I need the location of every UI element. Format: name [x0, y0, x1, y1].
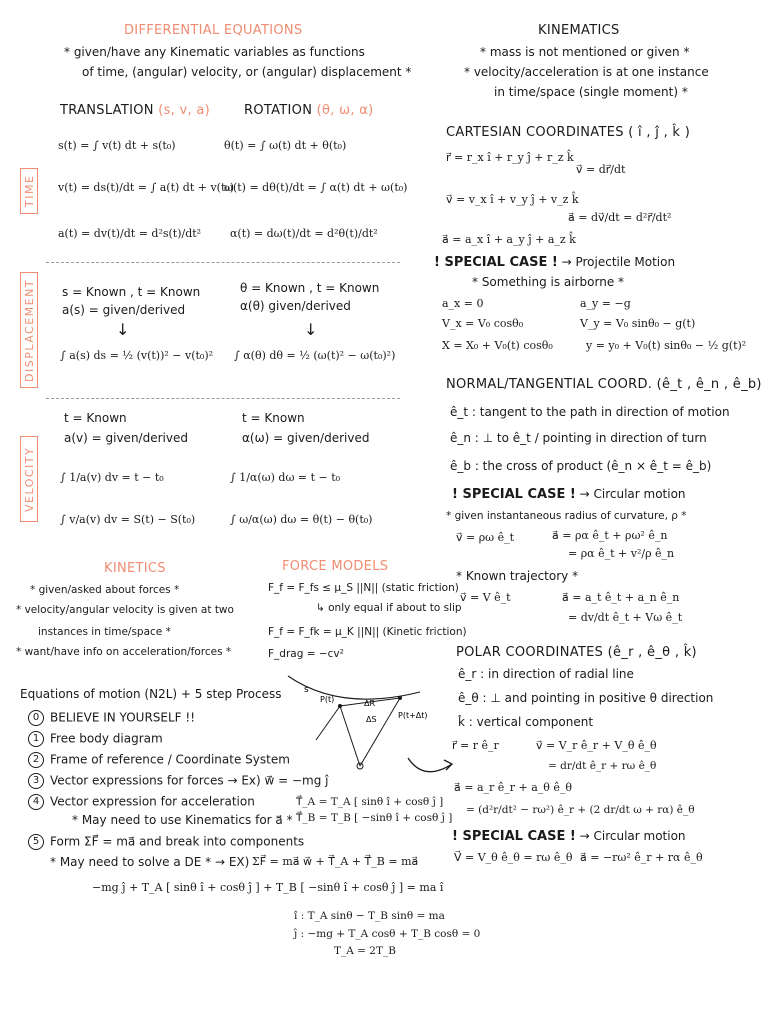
down-arrow-icon: ↓ [116, 320, 130, 339]
polar-special-equation: a⃗ = −rω² ê_r + rα ê_θ [580, 851, 703, 864]
force-model: F_drag = −cv² [268, 648, 344, 660]
nt-definition: ê_n : ⊥ to ê_t / pointing in direction of turn [450, 431, 707, 445]
step-number: 2 [28, 752, 44, 768]
step-item [28, 794, 255, 810]
equation: θ(t) = ∫ ω(t) dt + θ(t₀) [224, 139, 347, 152]
normal-tangential-title: NORMAL/TANGENTIAL COORD. (ê_t , ê_n , ê_b) [446, 377, 762, 392]
step-number: 1 [28, 731, 44, 747]
step-number: 3 [28, 773, 44, 789]
circular-equation: v⃗ = ρω ê_t [456, 531, 515, 544]
rotation-vars: (θ, ω, α) [316, 103, 374, 118]
diagram-label: s [304, 685, 309, 695]
projectile-equation: V_y = V₀ sinθ₀ − g(t) [580, 317, 696, 330]
projectile-equation: X = X₀ + V₀(t) cosθ₀ [442, 339, 553, 352]
equation: v(t) = ds(t)/dt = ∫ a(t) dt + v(t₀) [58, 181, 235, 194]
nt-definition: ê_t : tangent to the path in direction of motion [450, 405, 730, 419]
position-vector [360, 698, 400, 766]
circular-equation: = ρα ê_t + v²/ρ ê_n [568, 547, 675, 560]
step-number: 4 [28, 794, 44, 810]
step-text: Vector expressions for forces → Ex) w⃗ = −mg ĵ [50, 773, 329, 788]
step-number: 5 [28, 834, 44, 850]
down-arrow-icon: ↓ [304, 320, 318, 339]
force-arrow [316, 706, 340, 740]
polar-equation: v⃗ = V_r ê_r + V_θ ê_θ [536, 739, 657, 752]
special-case-label: ! SPECIAL CASE ! [452, 829, 576, 844]
point-p-delta [398, 696, 402, 700]
nt-definition: ê_b : the cross of product (ê_n × ê_t = ê_b) [450, 459, 712, 473]
tension-vector: T⃗_A = T_A [ sinθ î + cosθ ĵ ] [296, 796, 444, 808]
diagram-label: ΔR [364, 699, 376, 708]
equation: α(t) = dω(t)/dt = d²θ(t)/dt² [230, 227, 378, 240]
equation: ∫ a(s) ds = ½ (v(t))² − v(t₀)² [60, 349, 214, 362]
cartesian-derivative: a⃗ = dv⃗/dt = d²r⃗/dt² [568, 211, 672, 224]
kinematics-note: in time/space (single moment) * [494, 85, 688, 99]
equation: s(t) = ∫ v(t) dt + s(t₀) [58, 139, 176, 152]
force-models-title: FORCE MODELS [282, 559, 389, 574]
step-number: 0 [28, 710, 44, 726]
equation: α(ω) = given/derived [242, 431, 370, 445]
tension-vector: T⃗_B = T_B [ −sinθ î + cosθ ĵ ] [296, 812, 453, 824]
polar-equation: = dr/dt ê_r + rω ê_θ [548, 760, 657, 772]
cartesian-equation: a⃗ = a_x î + a_y ĵ + a_z k̂ [442, 233, 576, 246]
diagram-label: P(t) [320, 695, 335, 704]
step-text: Form ΣF⃗ = ma⃗ and break into components [50, 834, 305, 849]
component-equation: T_A = 2T_B [334, 945, 396, 957]
translation-heading [60, 104, 210, 119]
equation: t = Known [64, 411, 127, 425]
translation-label: TRANSLATION [60, 103, 154, 118]
special-case [452, 488, 686, 503]
special-case [434, 256, 675, 271]
polar-title: POLAR COORDINATES (ê_r , ê_θ , k̂) [456, 645, 697, 660]
cartesian-title: CARTESIAN COORDINATES ( î , ĵ , k̂ ) [446, 125, 691, 140]
trajectory-equation: a⃗ = a_t ê_t + a_n ê_n [562, 591, 680, 604]
step-item [28, 834, 304, 850]
polar-definition: ê_θ : ⊥ and pointing in positive θ direction [458, 691, 714, 705]
step-item [28, 731, 163, 747]
special-case-label: ! SPECIAL CASE ! [452, 487, 576, 502]
diagram-label: P(t+Δt) [398, 711, 428, 720]
diffeq-note: of time, (angular) velocity, or (angular) displacement * [82, 65, 412, 79]
position-vector [340, 706, 360, 766]
diffeq-title: DIFFERENTIAL EQUATIONS [124, 23, 303, 38]
cartesian-equation: r⃗ = r_x î + r_y ĵ + r_z k̂ [446, 151, 574, 164]
special-case-sub: → Projectile Motion [561, 255, 676, 269]
kinematics-title: KINEMATICS [538, 23, 620, 38]
translation-vars: (s, v, a) [158, 103, 211, 118]
equation: α(θ) given/derived [240, 299, 351, 313]
sum-forces-equation: ΣF⃗ = ma⃗ w⃗ + T⃗_A + T⃗_B = ma⃗ [252, 855, 419, 868]
tab-velocity: VELOCITY [20, 436, 38, 522]
kinetics-note: * given/asked about forces * [30, 584, 180, 596]
kinetics-note: * velocity/angular velocity is given at two [16, 604, 234, 616]
step-item [28, 710, 195, 726]
special-case [452, 830, 686, 845]
trajectory-equation: v⃗ = V ê_t [460, 591, 511, 604]
kinetics-note: instances in time/space * [38, 626, 171, 638]
tab-displacement: DISPLACEMENT [20, 272, 38, 388]
rotation-label: ROTATION [244, 103, 313, 118]
expanded-equation: −mg ĵ + T_A [ sinθ î + cosθ ĵ ] + T_B [ −sinθ î + cosθ ĵ ] = ma î [92, 881, 444, 894]
diagram-label: ΔS [366, 715, 377, 724]
special-case-label: ! SPECIAL CASE ! [434, 255, 558, 270]
tab-time: TIME [20, 168, 38, 214]
projectile-equation: a_x = 0 [442, 297, 484, 310]
force-model: F_f = F_fk = μ_K ||N|| (Kinetic friction) [268, 626, 467, 638]
divider [46, 398, 400, 399]
polar-equation: = (d²r/dt² − rω²) ê_r + (2 dr/dt ω + rα) ê_θ [466, 804, 695, 816]
force-model-note: ↳ only equal if about to slip [316, 602, 462, 614]
eom-title: Equations of motion (N2L) + 5 step Process [20, 687, 282, 701]
step-text: Frame of reference / Coordinate System [50, 752, 290, 767]
equation: t = Known [242, 411, 305, 425]
projectile-equation: y = y₀ + V₀(t) sinθ₀ − ½ g(t)² [586, 339, 747, 352]
equation: ∫ α(θ) dθ = ½ (ω(t)² − ω(t₀)²) [234, 349, 396, 362]
equation: ∫ 1/a(v) dv = t − t₀ [60, 471, 164, 484]
kinetics-note: * want/have info on acceleration/forces * [16, 646, 232, 658]
force-model: F_f = F_fs ≤ μ_S ||N|| (static friction) [268, 582, 459, 594]
equation: ∫ v/a(v) dv = S(t) − S(t₀) [60, 513, 196, 526]
equation: a(t) = dv(t)/dt = d²s(t)/dt² [58, 227, 202, 240]
kinematics-note: * mass is not mentioned or given * [480, 45, 690, 59]
special-case-sub: → Circular motion [579, 487, 686, 501]
divider [46, 262, 400, 263]
equation: ∫ ω/α(ω) dω = θ(t) − θ(t₀) [230, 513, 373, 526]
equation: θ = Known , t = Known [240, 281, 380, 295]
polar-equation: a⃗ = a_r ê_r + a_θ ê_θ [454, 781, 573, 794]
polar-definition: ê_r : in direction of radial line [458, 667, 634, 681]
cartesian-equation: v⃗ = v_x î + v_y ĵ + v_z k̂ [446, 193, 579, 206]
equation: ω(t) = dθ(t)/dt = ∫ α(t) dt + ω(t₀) [224, 181, 408, 194]
step-note: * May need to solve a DE * → EX) [50, 855, 250, 869]
polar-equation: r⃗ = r ê_r [452, 739, 499, 752]
trajectory-equation: = dv/dt ê_t + Vω ê_t [568, 611, 683, 624]
polar-definition: k̂ : vertical component [458, 715, 594, 729]
component-equation: î : T_A sinθ − T_B sinθ = ma [294, 910, 445, 922]
point-p [338, 704, 342, 708]
projectile-equation: a_y = −g [580, 297, 631, 310]
cartesian-derivative: v⃗ = dr⃗/dt [576, 163, 626, 176]
step-text: Vector expression for acceleration [50, 794, 255, 809]
trajectory-note: * Known trajectory * [456, 569, 579, 583]
rotation-heading [244, 104, 373, 119]
equation: a(s) = given/derived [62, 303, 186, 317]
equation: a(v) = given/derived [64, 431, 188, 445]
equation: s = Known , t = Known [62, 285, 201, 299]
special-case-sub: → Circular motion [579, 829, 686, 843]
kinematics-note: * velocity/acceleration is at one instance [464, 65, 709, 79]
step-item [28, 752, 290, 768]
curved-arrow-icon [404, 752, 458, 782]
step-text: Free body diagram [50, 731, 163, 746]
circular-equation: a⃗ = ρα ê_t + ρω² ê_n [552, 529, 668, 542]
special-case-note: * given instantaneous radius of curvature, ρ * [446, 510, 687, 522]
projectile-equation: V_x = V₀ cosθ₀ [442, 317, 524, 330]
polar-special-equation: V⃗ = V_θ ê_θ = rω ê_θ [454, 851, 573, 864]
step-text: BELIEVE IN YOURSELF !! [50, 710, 196, 725]
diffeq-note: * given/have any Kinematic variables as functions [64, 45, 365, 59]
component-equation: ĵ : −mg + T_A cosθ + T_B cosθ = 0 [294, 928, 481, 940]
equation: ∫ 1/α(ω) dω = t − t₀ [230, 471, 341, 484]
step-note: * May need to use Kinematics for a⃗ * [72, 813, 293, 827]
special-case-note: * Something is airborne * [472, 275, 625, 289]
kinetics-title: KINETICS [104, 561, 166, 576]
